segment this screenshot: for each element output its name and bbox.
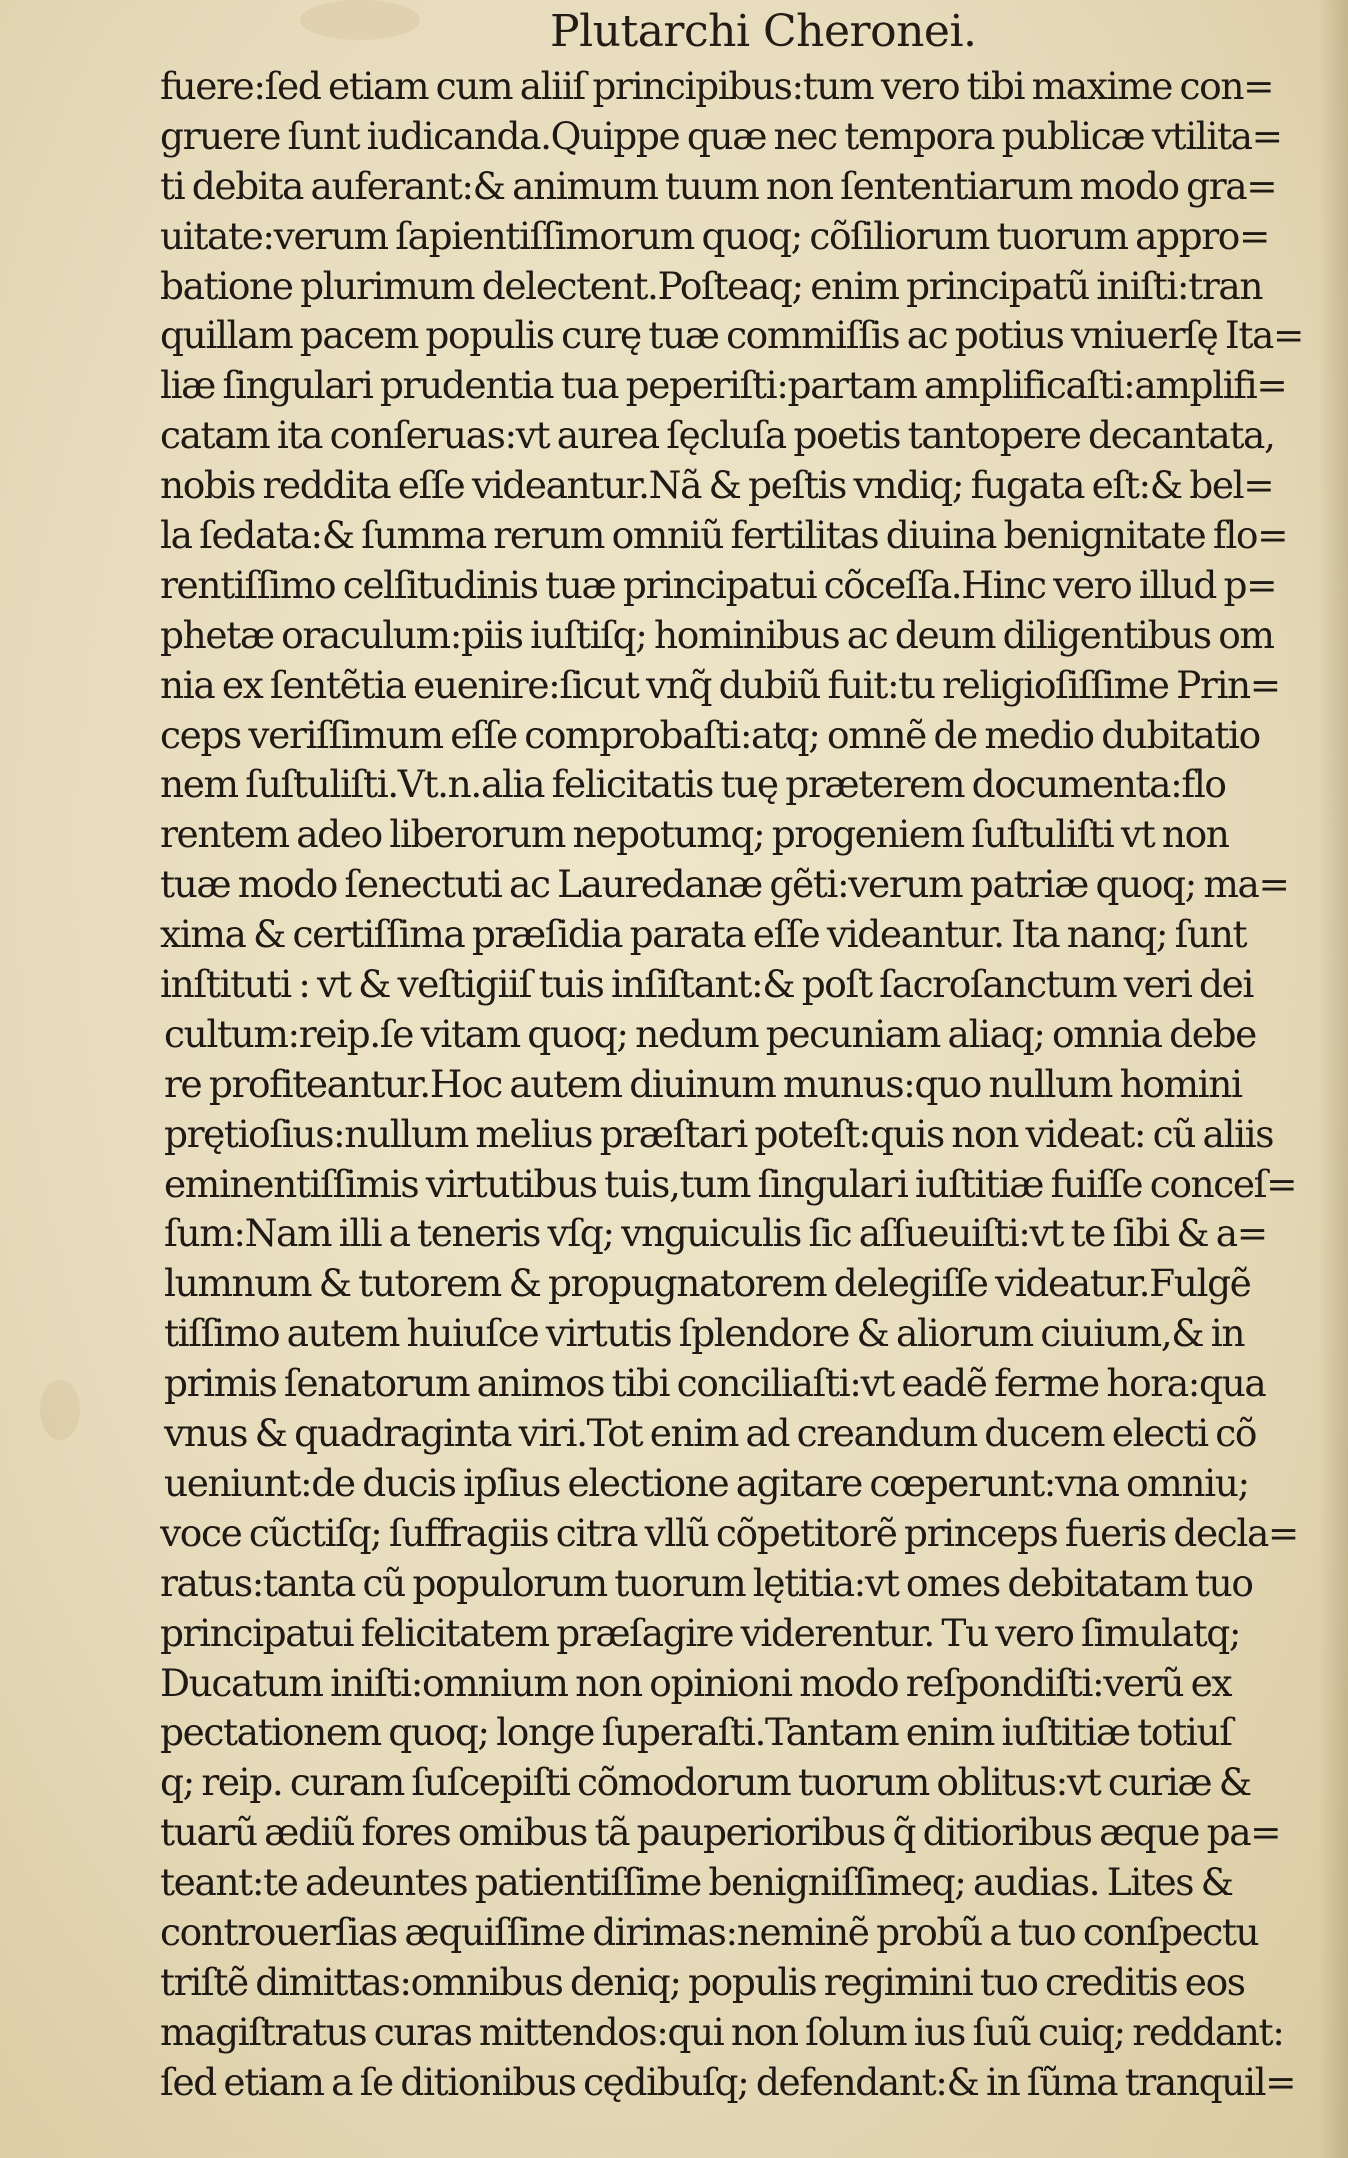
text-line: gruere ſunt iudicanda.Quippe quæ nec tempora publicæ vtilita= [160,113,1282,158]
text-line: quillam pacem populis curę tuæ commiſſis ac potius vniuerſę Ita= [160,313,1303,358]
running-head: Plutarchi Cheronei. [550,6,977,57]
text-line: magiſtratus curas mittendos:qui non ſolum ius ſuũ cuiq; reddant: [160,2009,1284,2054]
paper-stain [40,1380,80,1440]
text-line: teant:te adeuntes patientiſſime benigniſſimeq; audias. Lites & [160,1860,1233,1905]
text-line: ratus:tanta cũ populorum tuorum lętitia:vt omes debitatam tuo [160,1560,1253,1605]
text-line: phetæ oraculum:piis iuſtiſq; hominibus ac deum diligentibus om [160,612,1274,657]
text-line: principatui felicitatem præſagire viderentur. Tu vero ſimulatq; [160,1610,1241,1655]
text-line: eminentiſſimis virtutibus tuis,tum ſingulari iuſtitiæ fuiſſe conceſ= [164,1161,1297,1206]
text-line: xima & certiſſima præſidia parata eſſe videantur. Ita nanq; ſunt [160,912,1247,957]
body-text [160,62,1348,2108]
text-line: tuarũ ædiũ fores omibus tã pauperioribus q̃ ditioribus æque pa= [160,1810,1281,1855]
text-line: rentem adeo liberorum nepotumq; progeniem ſuſtuliſti vt non [160,812,1229,857]
text-line: nobis reddita eſſe videantur.Nã & peſtis vndiq; fugata eſt:& bel= [160,463,1274,508]
paper-stain [300,0,420,40]
text-line: controuerſias æquiſſime dirimas:neminẽ probũ a tuo conſpectu [160,1909,1259,1954]
text-line: tuæ modo ſenectuti ac Lauredanæ gẽti:verum patriæ quoq; ma= [160,862,1289,907]
text-line: catam ita conſeruas:vt aurea ſęcluſa poetis tantopere decantata, [160,413,1275,458]
text-line: primis ſenatorum animos tibi conciliaſti:vt eadẽ ferme hora:qua [164,1361,1266,1406]
text-line: vnus & quadraginta viri.Tot enim ad creandum ducem electi cõ [164,1411,1257,1456]
text-line: re profiteantur.Hoc autem diuinum munus:quo nullum homini [164,1061,1242,1106]
text-line: fuere:ſed etiam cum aliiſ principibus:tum vero tibi maxime con= [160,64,1274,108]
text-line: pectationem quoq; longe ſuperaſti.Tantam enim iuſtitiæ totiuſ [160,1710,1232,1755]
text-line: ſed etiam a ſe ditionibus cędibuſq; defendant:& in ſũma tranquil= [160,2059,1296,2104]
text-line: inſtituti : vt & veſtigiiſ tuis inſiſtant:& poſt ſacroſanctum veri dei [160,962,1253,1007]
text-line: uitate:verum ſapientiſſimorum quoq; cõſiliorum tuorum appro= [160,213,1270,258]
text-line: ueniunt:de ducis ipſius electione agitare cœperunt:vna omniu; [164,1460,1249,1505]
text-line: Ducatum iniſti:omnium non opinioni modo reſpondiſti:verũ ex [160,1660,1232,1705]
text-line: batione plurimum delectent.Poſteaq; enim principatũ iniſti:tran [160,263,1263,308]
text-line: liæ ſingulari prudentia tua peperiſti:partam amplificaſti:amplifi= [160,363,1287,408]
text-line: ti debita auferant:& animum tuum non ſententiarum modo gra= [160,163,1277,208]
text-line: lumnum & tutorem & propugnatorem delegiſſe videatur.Fulgẽ [164,1261,1251,1306]
text-line: nia ex ſentẽtia euenire:ſicut vnq̃ dubiũ fuit:tu religioſiſſime Prin= [160,662,1280,707]
text-line: prętioſius:nullum melius præſtari poteſt:quis non videat: cũ aliis [164,1111,1274,1156]
text-line: cultum:reip.ſe vitam quoq; nedum pecuniam aliaq; omnia debe [164,1011,1256,1056]
text-line: rentiſſimo celſitudinis tuæ principatui cõceſſa.Hinc vero illud p= [160,562,1277,607]
text-line: nem ſuſtuliſti.Vt.n.alia felicitatis tuę præterem documenta:flo [160,762,1226,807]
text-line: ceps veriſſimum eſſe comprobaſti:atq; omnẽ de medio dubitatio [160,712,1260,757]
text-line: tiſſimo autem huiuſce virtutis ſplendore & aliorum ciuium,& in [164,1311,1245,1356]
text-line: voce cũctiſq; ſuffragiis citra vllũ cõpetitorẽ princeps fueris decla= [160,1510,1298,1555]
text-line: triſtẽ dimittas:omnibus deniq; populis regimini tuo creditis eos [160,1959,1245,2004]
text-line: q; reip. curam ſuſcepiſti cõmodorum tuorum oblitus:vt curiæ & [160,1760,1251,1805]
text-line: la ſedata:& ſumma rerum omniũ fertilitas diuina benignitate flo= [160,513,1288,558]
text-line: ſum:Nam illi a teneris vſq; vnguiculis ſic aſſueuiſti:vt te ſibi & a= [164,1211,1267,1256]
